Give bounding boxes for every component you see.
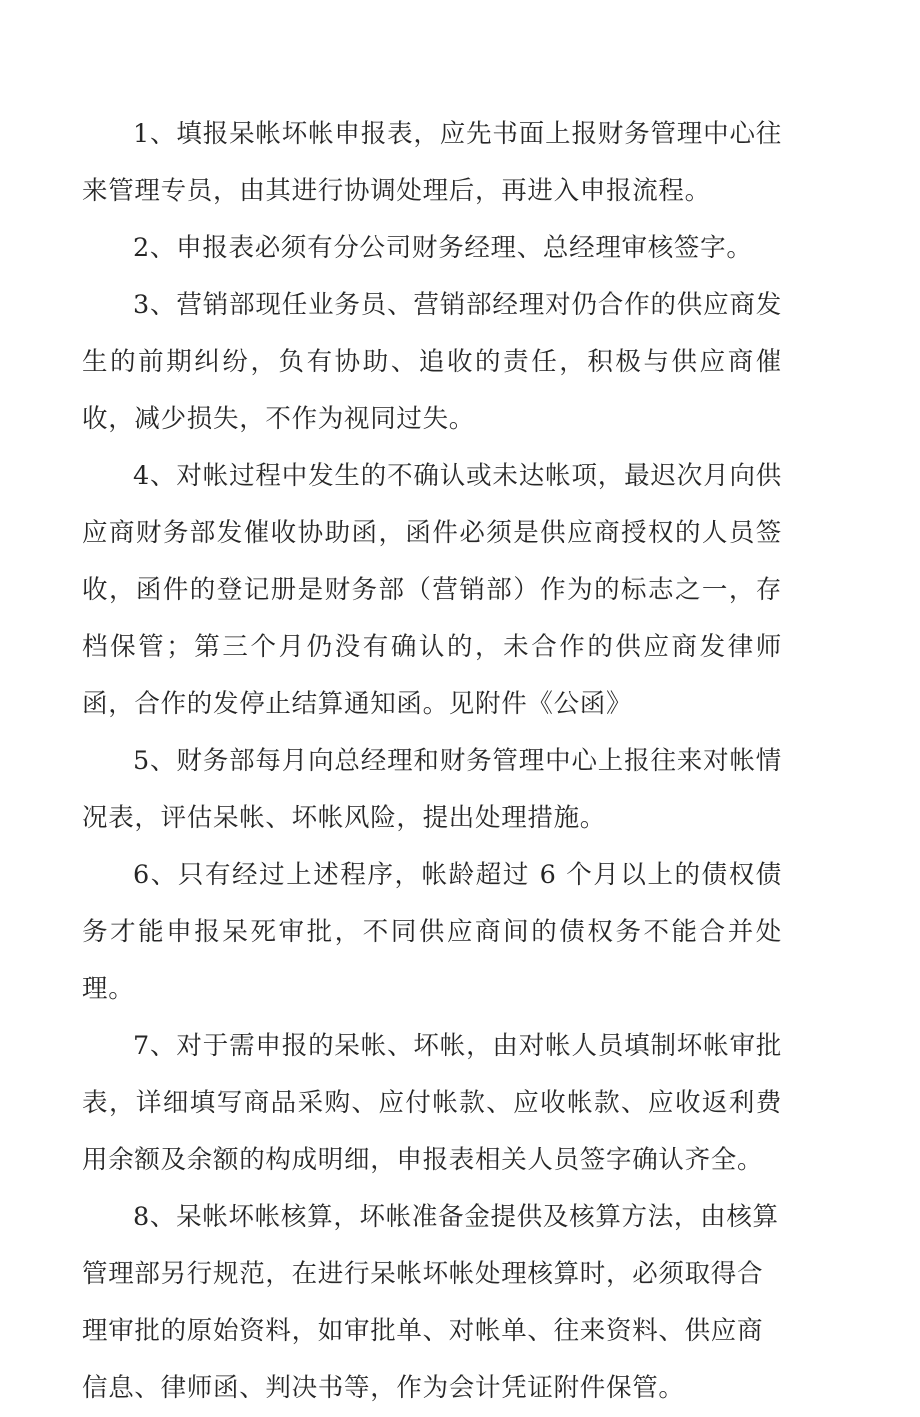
numbered-paragraph-1: 1、填报呆帐坏帐申报表，应先书面上报财务管理中心往来管理专员，由其进行协调处理后，再进入申报流程。	[82, 119, 782, 206]
document-body	[82, 106, 782, 1417]
numbered-paragraph-7: 7、对于需申报的呆帐、坏帐，由对帐人员填制坏帐审批表，详细填写商品采购、应付帐款、应收帐款、应收返利费用余额及余额的构成明细，申报表相关人员签字确认齐全。	[82, 1031, 782, 1175]
numbered-paragraph-8: 8、呆帐坏帐核算，坏帐准备金提供及核算方法，由核算管理部另行规范，在进行呆帐坏帐处理核算时，必须取得合理审批的原始资料，如审批单、对帐单、往来资料、供应商信息、律师函、判决书等，作为会计凭证附件保管。	[82, 1202, 779, 1403]
numbered-paragraph-2: 2、申报表必须有分公司财务经理、总经理审核签字。	[133, 233, 753, 263]
numbered-paragraph-5: 5、财务部每月向总经理和财务管理中心上报往来对帐情况表，评估呆帐、坏帐风险，提出处理措施。	[82, 746, 782, 833]
numbered-paragraph-6: 6、只有经过上述程序，帐龄超过 6 个月以上的债权债务才能申报呆死审批，不同供应商间的债权务不能合并处理。	[82, 860, 782, 1004]
numbered-paragraph-4: 4、对帐过程中发生的不确认或未达帐项，最迟次月向供应商财务部发催收协助函，函件必须是供应商授权的人员签收，函件的登记册是财务部（营销部）作为的标志之一，存档保管；第三个月仍没有确认的，未合作的供应商发律师函，合作的发停止结算通知函。见附件《公函》	[82, 461, 782, 719]
numbered-paragraph-3: 3、营销部现任业务员、营销部经理对仍合作的供应商发生的前期纠纷，负有协助、追收的责任，积极与供应商催收，减少损失，不作为视同过失。	[82, 290, 782, 434]
